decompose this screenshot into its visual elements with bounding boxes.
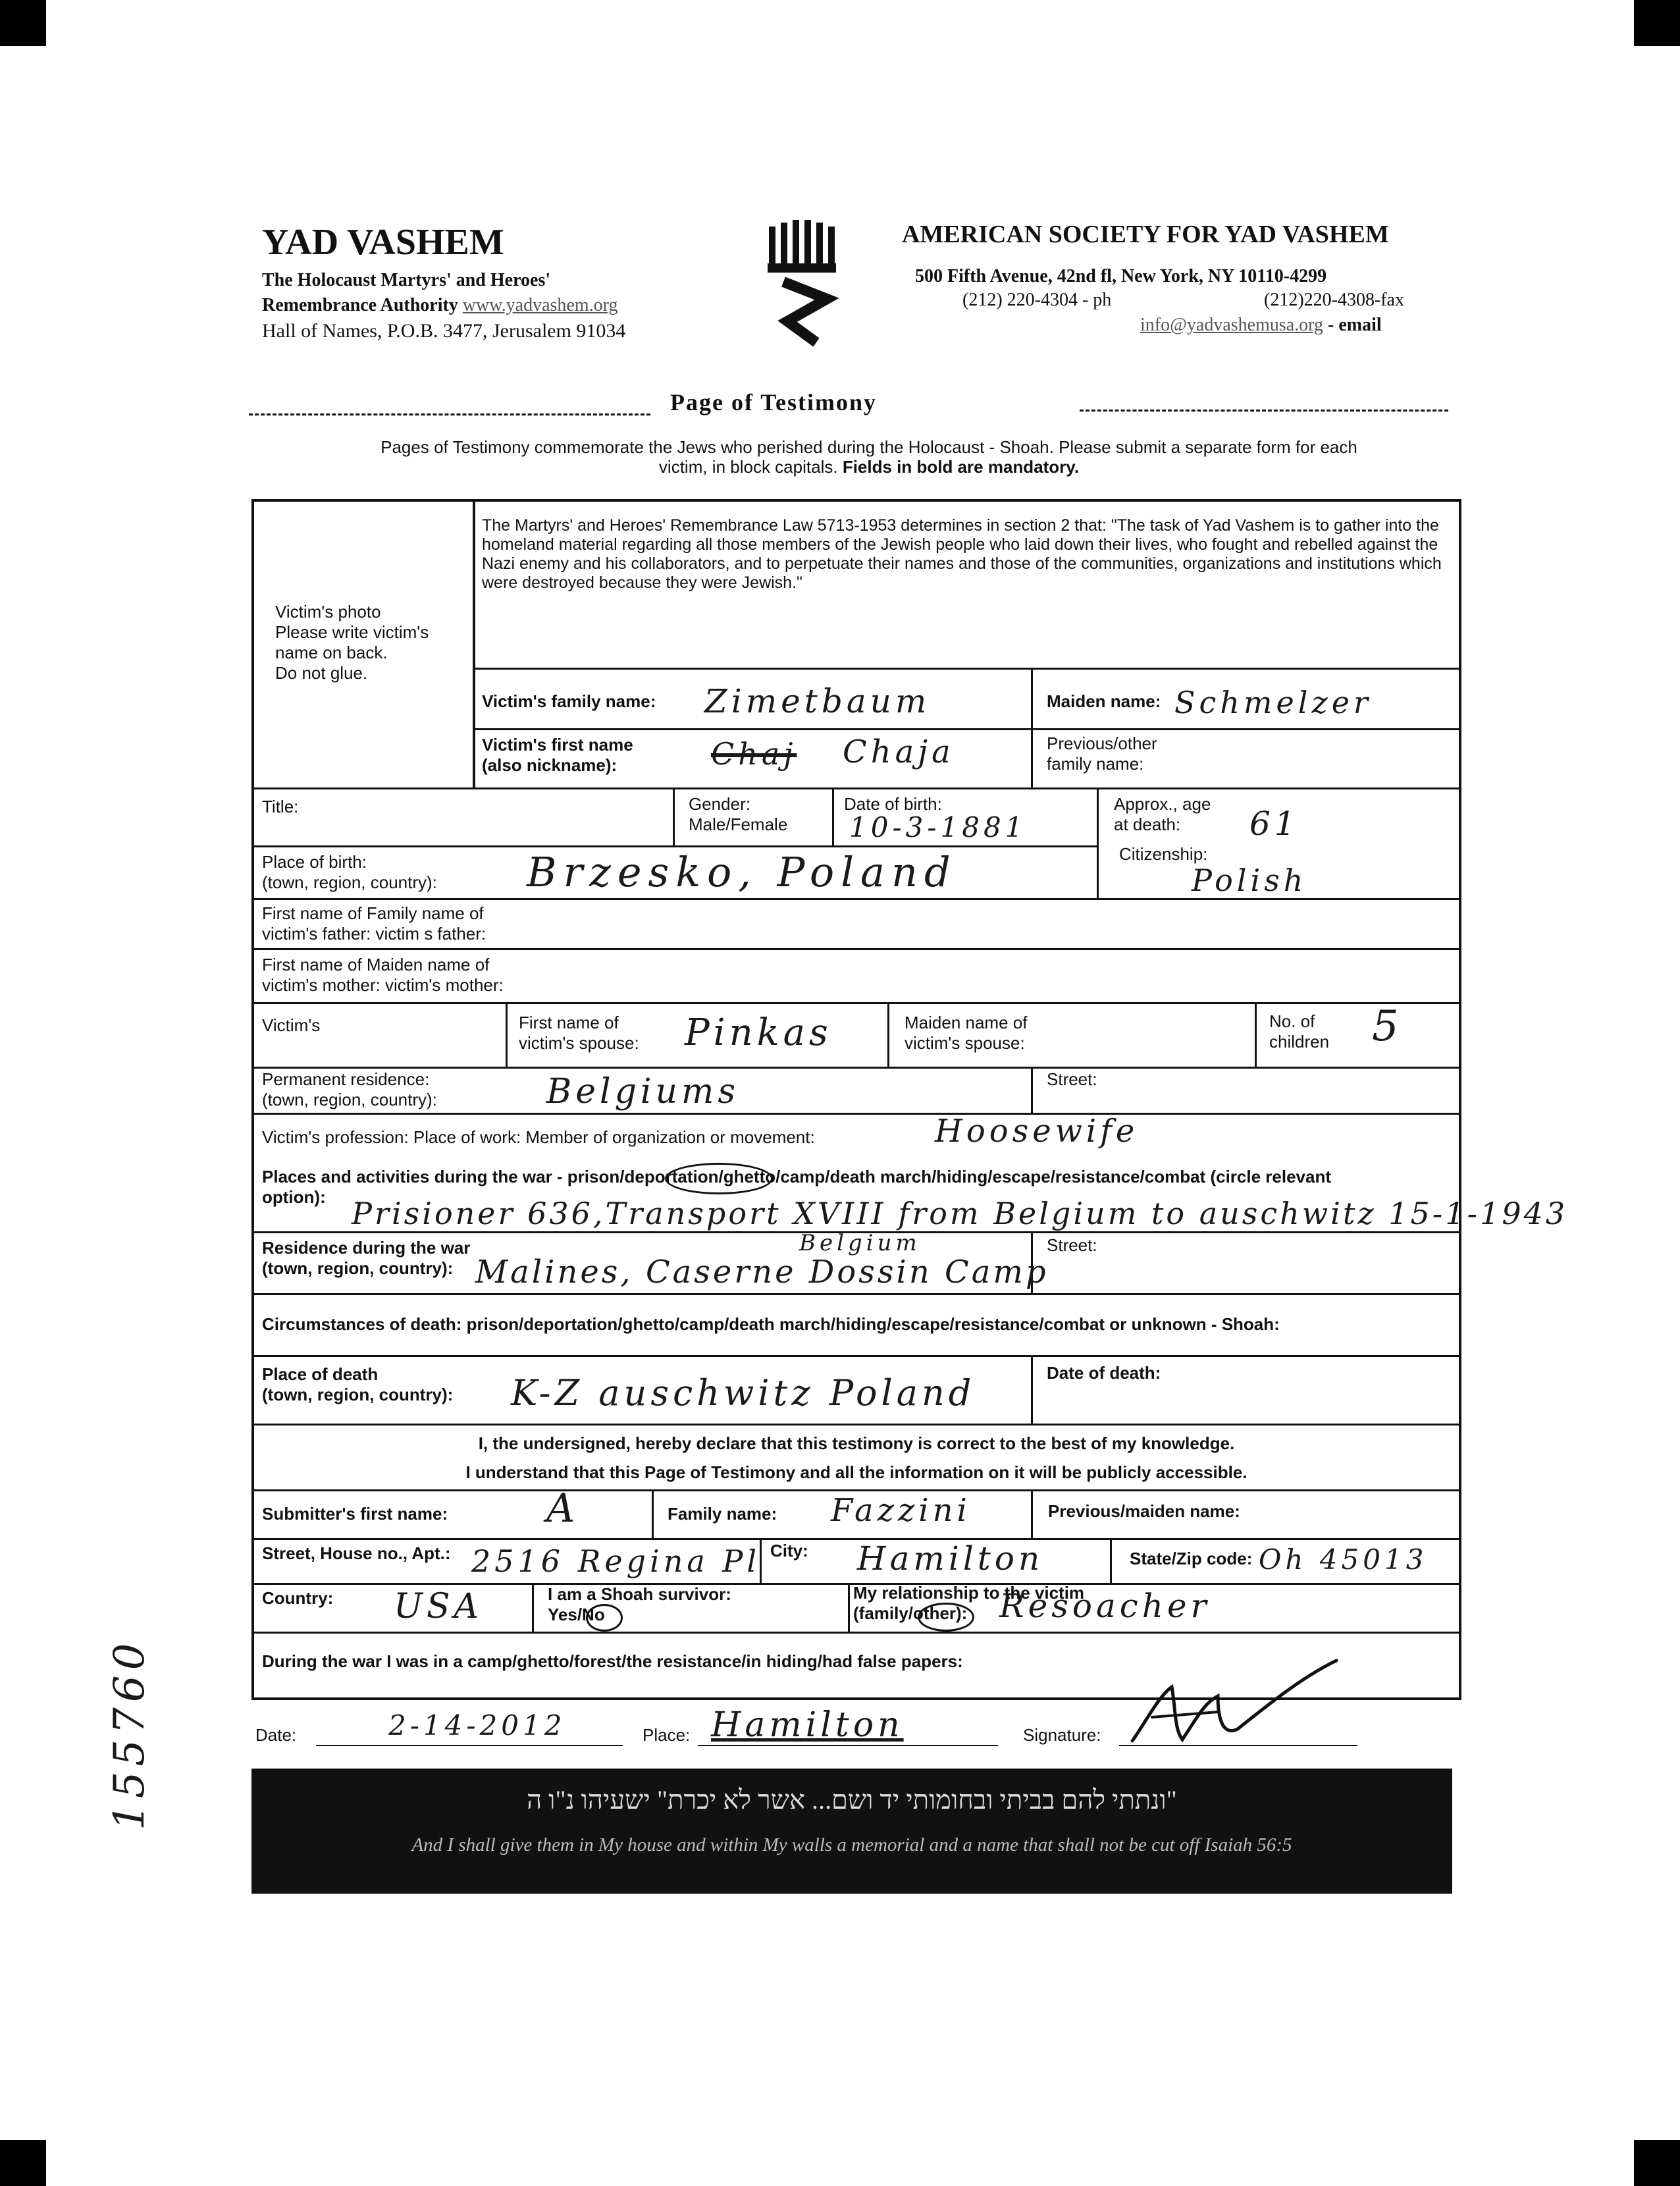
place-label: Place: bbox=[643, 1725, 691, 1745]
previous-family-name-label: Previous/other family name: bbox=[1047, 733, 1157, 774]
children-label: No. of children bbox=[1269, 1011, 1330, 1052]
submitter-family-name-field[interactable]: Fazzini bbox=[831, 1492, 971, 1529]
footer-quote-band bbox=[251, 1769, 1452, 1894]
title-rule-right bbox=[1080, 410, 1448, 412]
scan-corner-mark bbox=[1634, 0, 1680, 46]
submitter-street-field[interactable]: 2516 Regina Pl bbox=[471, 1543, 761, 1579]
date-of-death-label: Date of death: bbox=[1047, 1363, 1161, 1383]
family-name-field[interactable]: Zimetbaum bbox=[704, 682, 931, 720]
place-field[interactable]: Hamilton bbox=[711, 1705, 904, 1745]
footer-english-quote: And I shall give them in My house and within My walls a memorial and a name that shall not be cut off Isaiah 56:5 bbox=[411, 1834, 1292, 1855]
submitter-city-field[interactable]: Hamilton bbox=[857, 1539, 1044, 1578]
submitter-state-zip-field[interactable]: Oh 45013 bbox=[1259, 1543, 1428, 1576]
first-name-label: Victim's first name (also nickname): bbox=[482, 735, 633, 775]
title-label: Title: bbox=[262, 797, 299, 816]
victims-label: Victim's bbox=[262, 1015, 321, 1035]
age-at-death-field[interactable]: 61 bbox=[1249, 805, 1299, 843]
relationship-field[interactable]: Resoacher bbox=[999, 1587, 1211, 1625]
submitter-state-zip-label: State/Zip code: bbox=[1130, 1549, 1253, 1568]
mother-name-label: First name of Maiden name of victim's mother: victim's mother: bbox=[262, 955, 504, 995]
maiden-name-label: Maiden name: bbox=[1047, 691, 1161, 711]
spouse-first-name-field[interactable]: Pinkas bbox=[685, 1011, 832, 1054]
citizenship-label: Citizenship: bbox=[1119, 844, 1208, 864]
residence-field[interactable]: Belgiums bbox=[546, 1072, 740, 1111]
relationship-other-circle bbox=[918, 1603, 974, 1632]
residence-street-label: Street: bbox=[1047, 1069, 1097, 1089]
yad-vashem-title: YAD VASHEM bbox=[262, 222, 504, 263]
submitter-country-label: Country: bbox=[262, 1588, 334, 1608]
residence-label: Permanent residence: (town, region, country): bbox=[262, 1069, 437, 1109]
page-title: Page of Testimony bbox=[670, 389, 878, 415]
age-at-death-label: Approx., age at death: bbox=[1114, 794, 1211, 834]
law-text: The Martyrs' and Heroes' Remembrance Law 5713-1953 determines in section 2 that: "The task of Yad Vashem is to gather into the homeland material regarding all those members of the Jewish people who laid down their lives, who fought and rebelled against the Nazi enemy and his collaborators, and to perpetuate their names and those of the communities, organizations and institutions which were destroyed because they were Jewish." bbox=[482, 516, 1442, 592]
first-name-struck: Chaj bbox=[711, 736, 797, 772]
relationship-label: My relationship to the victim (family/other): bbox=[853, 1583, 1085, 1623]
signature-label: Signature: bbox=[1023, 1725, 1101, 1745]
scan-corner-mark bbox=[1634, 2140, 1680, 2186]
war-residence-label: Residence during the war (town, region, country): bbox=[262, 1238, 471, 1278]
first-name-field[interactable]: Chaja bbox=[843, 733, 955, 770]
asyv-phone: (212) 220-4304 - ph bbox=[962, 290, 1112, 310]
asyv-email: info@yadvashemusa.org - email bbox=[1140, 315, 1382, 335]
yad-vashem-url[interactable]: www.yadvashem.org bbox=[462, 295, 618, 315]
circumstances-label: Circumstances of death: prison/deportation/ghetto/camp/death march/hiding/escape/resistance/combat or unknown - Shoah: bbox=[262, 1314, 1280, 1334]
children-field[interactable]: 5 bbox=[1372, 1002, 1403, 1051]
date-label: Date: bbox=[255, 1725, 297, 1745]
war-residence-country[interactable]: Belgium bbox=[799, 1230, 921, 1256]
declaration-text: I, the undersigned, hereby declare that this testimony is correct to the best of my knowledge. I understand that this Page of Testimony and all the information on it will be publicly accessible. bbox=[465, 1433, 1247, 1482]
submitter-first-name-label: Submitter's first name: bbox=[262, 1504, 448, 1524]
places-activities-field[interactable]: Prisioner 636,Transport XVIII from Belgium to auschwitz 15-1-1943 bbox=[352, 1196, 1568, 1231]
submitter-city-label: City: bbox=[770, 1541, 808, 1560]
war-street-label: Street: bbox=[1047, 1235, 1097, 1255]
scan-corner-mark bbox=[0, 0, 46, 46]
submitter-country-field[interactable]: USA bbox=[394, 1587, 483, 1626]
submitter-family-name-label: Family name: bbox=[668, 1504, 777, 1524]
places-activities-label: Places and activities during the war - prison/deportation/ghetto/camp/death march/hiding/escape/resistance/combat (circle relevant option): bbox=[262, 1167, 1332, 1207]
father-name-label: First name of Family name of victim's father: victim s father: bbox=[262, 903, 486, 944]
survivor-label: I am a Shoah survivor: Yes/No bbox=[548, 1584, 731, 1624]
dob-label: Date of birth: bbox=[844, 794, 942, 814]
handwritten-record-number: 155760 bbox=[105, 1638, 154, 1830]
submitter-street-label: Street, House no., Apt.: bbox=[262, 1543, 451, 1563]
date-field[interactable]: 2-14-2012 bbox=[388, 1709, 566, 1742]
asyv-address: 500 Fifth Avenue, 42nd fl, New York, NY 10110-4299 bbox=[915, 266, 1327, 286]
yad-vashem-subtitle: The Holocaust Martyrs' and Heroes' bbox=[262, 270, 551, 290]
place-of-birth-label: Place of birth: (town, region, country): bbox=[262, 852, 437, 892]
place-of-death-field[interactable]: K-Z auschwitz Poland bbox=[511, 1372, 976, 1414]
profession-label: Victim's profession: Place of work: Member of organization or movement: bbox=[262, 1127, 815, 1147]
title-rule-left bbox=[249, 413, 650, 415]
during-war-label: During the war I was in a camp/ghetto/forest/the resistance/in hiding/had false papers: bbox=[262, 1651, 963, 1671]
scan-corner-mark bbox=[0, 2140, 46, 2186]
spouse-first-name-label: First name of victim's spouse: bbox=[519, 1013, 639, 1053]
place-of-death-label: Place of death (town, region, country): bbox=[262, 1364, 454, 1404]
gender-label: Gender: Male/Female bbox=[689, 794, 788, 834]
citizenship-field[interactable]: Polish bbox=[1192, 863, 1307, 898]
yad-vashem-authority: Remembrance Authority www.yadvashem.org bbox=[262, 295, 618, 315]
yad-vashem-address: Hall of Names, P.O.B. 3477, Jerusalem 91034 bbox=[262, 320, 626, 342]
photo-instructions: Victim's photo Please write victim's name on back. Do not glue. bbox=[275, 602, 429, 683]
profession-field[interactable]: Hoosewife bbox=[935, 1113, 1139, 1150]
deportation-circle bbox=[665, 1163, 773, 1194]
family-name-label: Victim's family name: bbox=[482, 691, 656, 711]
asyv-title: AMERICAN SOCIETY FOR YAD VASHEM bbox=[902, 221, 1389, 248]
submitter-first-name-field[interactable]: A bbox=[546, 1485, 579, 1532]
form-version-code: 2006/2007 bbox=[1382, 1769, 1400, 1844]
yad-vashem-logo bbox=[764, 217, 843, 349]
asyv-fax: (212)220-4308-fax bbox=[1264, 290, 1405, 310]
footer-hebrew-quote: "ונתתי להם בביתי ובחומותי יד ושם... אשר לא יכרת" ישעיהו נ"ו ה bbox=[527, 1785, 1177, 1815]
survivor-no-circle bbox=[586, 1604, 623, 1632]
spouse-maiden-name-label: Maiden name of victim's spouse: bbox=[905, 1013, 1028, 1053]
place-of-birth-field[interactable]: Brzesko, Poland bbox=[527, 848, 957, 896]
war-residence-field[interactable]: Malines, Caserne Dossin Camp bbox=[475, 1254, 1049, 1291]
signature-mark bbox=[1119, 1657, 1343, 1749]
intro-text: Pages of Testimony commemorate the Jews who perished during the Holocaust - Shoah. Please submit a separate form for each victim, in block capitals. Fields in bold are mandatory. bbox=[381, 437, 1357, 477]
submitter-previous-name-label: Previous/maiden name: bbox=[1048, 1501, 1240, 1521]
dob-field[interactable]: 10-3-1881 bbox=[849, 811, 1027, 843]
maiden-name-field[interactable]: Schmelzer bbox=[1174, 685, 1372, 720]
